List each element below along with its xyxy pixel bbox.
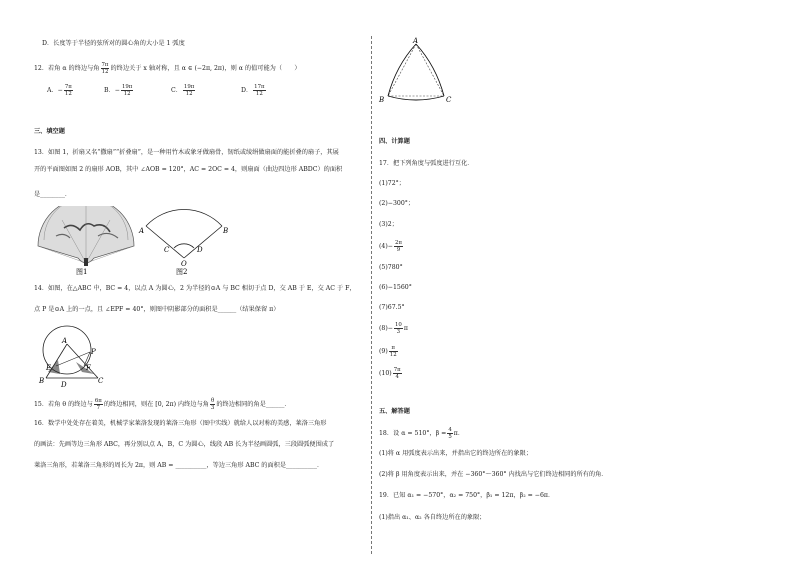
label-a: A bbox=[62, 337, 68, 345]
q12-option-d: D． $\frac{17\pi}{12}$ bbox=[241, 84, 265, 97]
section-3-heading: 三、填空题 bbox=[34, 128, 65, 135]
question-19-part-1: (1)指出 α₁、α₂ 各自终边所在的象限； bbox=[379, 514, 486, 521]
q17-item-3: (3)2； bbox=[379, 221, 398, 228]
label-point-o: O bbox=[181, 260, 187, 268]
q17-item-6: (6)−1560° bbox=[379, 284, 412, 291]
sector-diagram bbox=[138, 209, 228, 268]
q12-option-c: C． $\frac{19\pi}{12}$ bbox=[171, 84, 195, 97]
question-16-line2: 的画法：先画等边三角形 ABC，再分别以点 A，B，C 为圆心，线段 AB 长为半径画圆弧，三段圆弧便围成了 bbox=[34, 441, 335, 448]
reuleaux-label-b: B bbox=[379, 96, 385, 104]
reuleaux-label-a: A bbox=[413, 37, 419, 45]
label-e: E bbox=[46, 364, 52, 372]
figure-1-caption: 图1 bbox=[76, 268, 88, 276]
question-18: 18．设 α = 510°，β = $\frac{4}{5}$ π． bbox=[379, 427, 465, 440]
label-point-a: A bbox=[139, 227, 145, 235]
q17-item-7: (7)67.5° bbox=[379, 304, 405, 311]
question-13-line1: 13．如图 1，折扇又名“撒扇”“折叠扇”，是一种用竹木或象牙做扇骨，韧纸或绫绢做扇面的能折叠的扇子，其展 bbox=[34, 149, 339, 156]
q17-item-8: (8)− $\frac{10}{3}$ π bbox=[379, 322, 408, 335]
question-13-line3: 是________． bbox=[34, 191, 72, 198]
label-p: P bbox=[91, 348, 96, 356]
fraction: $\frac{7\pi}{12}$ bbox=[101, 62, 109, 75]
q12-option-a: A．− $\frac{7\pi}{12}$ bbox=[47, 84, 72, 97]
question-15: 15．若角 θ 的终边与 $\frac{6\pi}{7}$ 的终边相同，则在 [0, 2π) 内终边与角 $\frac{\theta}{3}$ 的终边相同的角是______． bbox=[34, 398, 291, 411]
q17-item-9: (9) $\frac{\pi}{12}$ bbox=[379, 345, 397, 358]
label-d: D bbox=[61, 381, 67, 388]
section-4-heading: 四、计算题 bbox=[379, 138, 410, 145]
circle-tangent-figure bbox=[34, 320, 114, 388]
q17-item-4: (4)− $\frac{2\pi}{9}$ bbox=[379, 240, 402, 253]
question-16-line1: 16．数学中处处存在着美，机械学家莱洛发现的莱洛三角形（图中实线）就给人以对称的美感，莱洛三角形 bbox=[34, 420, 327, 427]
reuleaux-triangle-figure bbox=[374, 36, 460, 110]
label-point-d: D bbox=[197, 246, 203, 254]
question-17: 17．把下列角度与弧度进行互化． bbox=[379, 160, 474, 167]
question-18-part-2: (2)将 β 用角度表示出来，并在 −360°～360° 内找出与它们终边相同的所有的角． bbox=[379, 471, 608, 478]
reuleaux-label-c: C bbox=[446, 96, 452, 104]
q17-item-2: (2)−300°； bbox=[379, 200, 415, 207]
q17-item-5: (5)780° bbox=[379, 264, 403, 271]
section-5-heading: 五、解答题 bbox=[379, 408, 410, 415]
label-f: F bbox=[86, 364, 91, 372]
question-13-line2: 开的平面图如图 2 的扇形 AOB，其中 ∠AOB = 120°，AC = 2OC = 4，则扇面（曲边四边形 ABDC）的面积 bbox=[34, 166, 343, 173]
question-14-line2: 点 P 是⊙A 上的一点，且 ∠EPF = 40°，则图中阴影部分的面积是______（结果保留 π） bbox=[34, 306, 280, 313]
question-12: 12．若角 α 的终边与角 $\frac{7\pi}{12}$ 的终边关于 x 轴对称，且 α ∈ (−2π, 2π)，则 α 的值可能为（ ） bbox=[34, 62, 301, 75]
q17-item-10: (10) $\frac{7\pi}{4}$ bbox=[379, 367, 401, 380]
question-18-part-1: (1)将 α 用弧度表示出来，并指出它的终边所在的象限； bbox=[379, 450, 533, 457]
question-19: 19．已知 α₁ = −570°，α₂ = 750°，β₁ = 12π，β₂ = −6π． bbox=[379, 492, 555, 499]
option-d-text: D．长度等于半径的弦所对的圆心角的大小是 1 弧度 bbox=[42, 40, 185, 47]
q17-item-1: (1)72°； bbox=[379, 180, 405, 187]
q12-option-b: B．− $\frac{19\pi}{12}$ bbox=[104, 84, 133, 97]
figure-2-caption: 图2 bbox=[176, 268, 188, 276]
column-divider bbox=[371, 36, 372, 554]
fan-figures bbox=[34, 206, 234, 278]
label-b: B bbox=[39, 377, 45, 385]
question-14-line1: 14．如图，在△ABC 中，BC = 4，以点 A 为圆心，2 为半径的⊙A 与 BC 相切于点 D，交 AB 于 E，交 AC 于 F， bbox=[34, 285, 356, 292]
label-point-b: B bbox=[223, 227, 229, 235]
fan-photo-icon bbox=[38, 206, 134, 266]
question-16-line3: 莱洛三角形，若莱洛三角形的周长为 2π，则 AB = __________，等边三角形 ABC 的面积是__________． bbox=[34, 462, 324, 469]
label-point-c: C bbox=[164, 246, 170, 254]
label-c: C bbox=[98, 377, 104, 385]
